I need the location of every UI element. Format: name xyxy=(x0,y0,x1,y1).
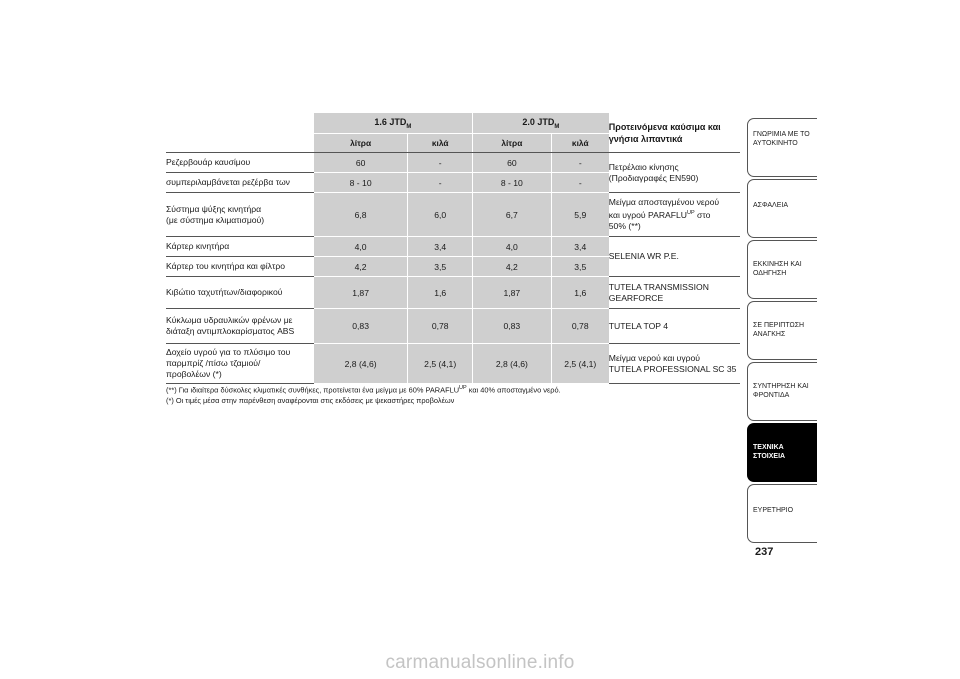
cell-value: 2,5 (4,1) xyxy=(408,344,473,384)
table-row xyxy=(166,193,740,237)
table-row xyxy=(166,309,740,344)
row-label: Κιβώτιο ταχυτήτων/διαφορικού xyxy=(166,277,313,309)
cell-value: 0,83 xyxy=(472,309,551,344)
footnotes xyxy=(166,383,736,406)
tab-safety[interactable]: ΑΣΦΑΛΕΙΑ xyxy=(747,179,817,238)
tab-starting-driving[interactable]: ΕΚΚΙΝΗΣΗ ΚΑΙ ΟΔΗΓΗΣΗ xyxy=(747,240,817,299)
tab-index[interactable]: ΕΥΡΕΤΗΡΙΟ xyxy=(747,484,817,543)
cell-value: 1,6 xyxy=(408,277,473,309)
cell-value: - xyxy=(408,153,473,173)
cell-value: 2,5 (4,1) xyxy=(551,344,609,384)
tab-emergency[interactable]: ΣΕ ΠΕΡΙΠΤΩΣΗ ΑΝΑΓΚΗΣ xyxy=(747,301,817,360)
cell-value: 3,5 xyxy=(408,257,473,277)
cell-value: 8 - 10 xyxy=(313,173,408,193)
cell-value: 1,87 xyxy=(472,277,551,309)
cell-value: 3,5 xyxy=(551,257,609,277)
cell-value: 5,9 xyxy=(551,193,609,237)
tab-maintenance[interactable]: ΣΥΝΤΗΡΗΣΗ ΚΑΙ ΦΡΟΝΤΙΔΑ xyxy=(747,362,817,421)
rec-coolant: Μείγμα αποσταγμένου νερού και υγρού $PARAFLU^{UP}$ στο 50% (**) xyxy=(609,193,740,237)
rec-engine-oil: SELENIA WR P.E. xyxy=(609,237,740,277)
cell-value: 6,7 xyxy=(472,193,551,237)
cell-value: - xyxy=(408,173,473,193)
col-kilos-2: κιλά xyxy=(551,134,609,153)
cell-value: 0,83 xyxy=(313,309,408,344)
row-label: Κάρτερ κινητήρα xyxy=(166,237,313,257)
rec-gearbox: TUTELA TRANSMISSION GEARFORCE xyxy=(609,277,740,309)
row-label: Κάρτερ του κινητήρα και φίλτρο xyxy=(166,257,313,277)
cell-value: 2,8 (4,6) xyxy=(313,344,408,384)
engine-2-header: 2.0 $JTD_M$ xyxy=(472,113,608,134)
recommended-header: Προτεινόμενα καύσιμα και γνήσια λιπαντικά xyxy=(609,113,740,153)
capacities-table xyxy=(166,113,740,384)
cell-value: 0,78 xyxy=(408,309,473,344)
cell-value: 6,8 xyxy=(313,193,408,237)
engine-1-header: 1.6 $JTD_M$ xyxy=(313,113,472,134)
row-label: Σύστημα ψύξης κινητήρα (με σύστημα κλιματισμού) xyxy=(166,193,313,237)
col-litres-2: λίτρα xyxy=(472,134,551,153)
cell-value: 8 - 10 xyxy=(472,173,551,193)
footnote-coolant: (**) Για ιδιαίτερα δύσκολες κλιματικές συνθήκες, προτείνεται ένα μείγμα με 60% $PARAFLU^{UP}$ και 40% αποσταγμένο νερό. xyxy=(166,385,561,395)
cell-value: 4,2 xyxy=(313,257,408,277)
cell-value: 1,6 xyxy=(551,277,609,309)
cell-value: 60 xyxy=(313,153,408,173)
cell-value: 2,8 (4,6) xyxy=(472,344,551,384)
cell-value: 3,4 xyxy=(408,237,473,257)
table-row xyxy=(166,237,740,257)
table-row xyxy=(166,277,740,309)
row-label: Δοχείο υγρού για το πλύσιμο του παρμπρίζ /πίσω τζαμιού/ προβολέων (*) xyxy=(166,344,313,384)
cell-value: 0,78 xyxy=(551,309,609,344)
cell-value: - xyxy=(551,153,609,173)
page-number: 237 xyxy=(755,546,774,558)
cell-value: 4,2 xyxy=(472,257,551,277)
table-row xyxy=(166,153,740,173)
rec-brake: TUTELA TOP 4 xyxy=(609,309,740,344)
tab-technical-data[interactable]: ΤΕΧΝΙΚΑ ΣΤΟΙΧΕΙΑ xyxy=(747,423,817,482)
cell-value: 60 xyxy=(472,153,551,173)
rec-washer: Μείγμα νερού και υγρού TUTELA PROFESSIONAL SC 35 xyxy=(609,344,740,384)
watermark: carmanualsonline.info xyxy=(385,652,575,673)
cell-value: - xyxy=(551,173,609,193)
row-label: Ρεζερβουάρ καυσίμου xyxy=(166,153,313,173)
table-row xyxy=(166,344,740,384)
cell-value: 4,0 xyxy=(472,237,551,257)
col-litres-1: λίτρα xyxy=(313,134,408,153)
cell-value: 1,87 xyxy=(313,277,408,309)
cell-value: 4,0 xyxy=(313,237,408,257)
rec-fuel: Πετρέλαιο κίνησης (Προδιαγραφές EN590) xyxy=(609,153,740,193)
section-tabs xyxy=(747,118,817,545)
col-kilos-1: κιλά xyxy=(408,134,473,153)
cell-value: 3,4 xyxy=(551,237,609,257)
footnote-washer: (*) Οι τιμές μέσα στην παρένθεση αναφέρονται στις εκδόσεις με ψεκαστήρες προβολέων xyxy=(166,396,455,406)
cell-value: 6,0 xyxy=(408,193,473,237)
engine-header-row xyxy=(166,113,740,134)
row-label: συμπεριλαμβάνεται ρεζέρβα των xyxy=(166,173,313,193)
row-label: Κύκλωμα υδραυλικών φρένων με διάταξη αντιμπλοκαρίσματος ABS xyxy=(166,309,313,344)
tab-getting-to-know[interactable]: ΓΝΩΡΙΜΙΑ ΜΕ ΤΟ ΑΥΤΟΚΙΝΗΤΟ xyxy=(747,118,817,177)
